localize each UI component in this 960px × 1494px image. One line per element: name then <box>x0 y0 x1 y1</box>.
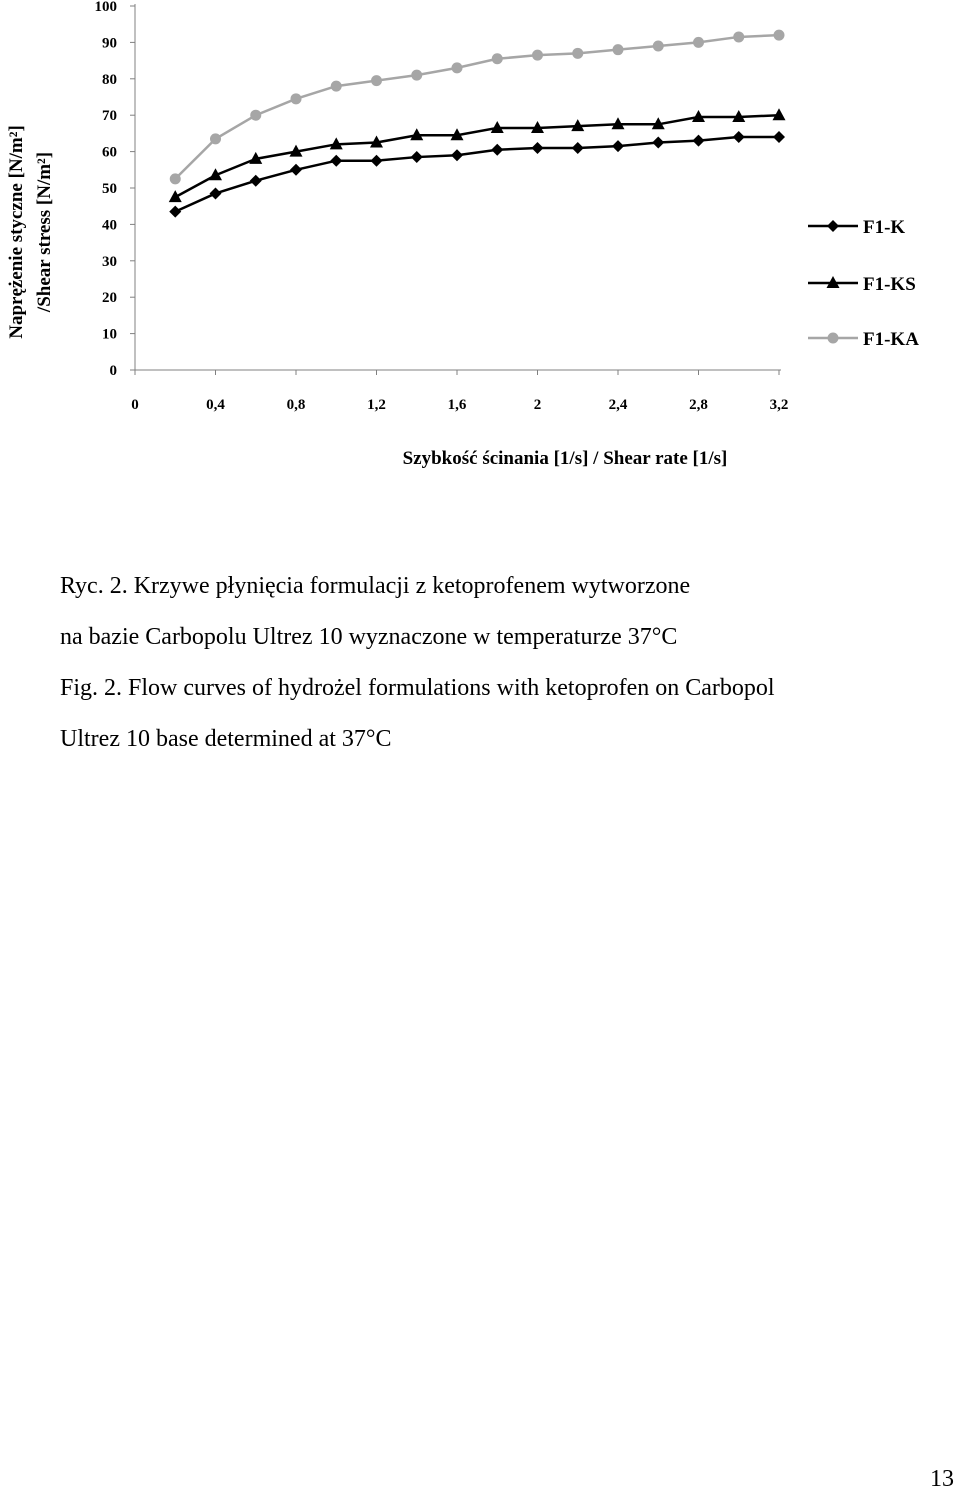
data-point-f1-k <box>612 140 624 152</box>
caption-english-line2: Ultrez 10 base determined at 37°C <box>60 726 392 752</box>
data-point-f1-ka <box>532 50 543 61</box>
data-point-f1-ks <box>169 190 182 202</box>
x-axis-title: Szybkość ścinania [1/s] / Shear rate [1/s] <box>402 448 728 469</box>
y-tick-label: 100 <box>94 0 117 15</box>
data-point-f1-ka <box>371 75 382 86</box>
data-point-f1-ka <box>331 81 342 92</box>
x-tick-label: 3,2 <box>769 397 789 413</box>
data-point-f1-ka <box>492 53 503 64</box>
legend-label-f1-k: F1-K <box>863 217 906 238</box>
page-number: 13 <box>930 1466 954 1492</box>
data-point-f1-ka <box>411 70 422 81</box>
legend-label-f1-ka: F1-KA <box>863 329 919 350</box>
data-point-f1-ka <box>653 41 664 52</box>
data-point-f1-ka <box>733 31 744 42</box>
y-tick-label: 80 <box>102 71 117 88</box>
series-f1-ks <box>169 108 786 202</box>
x-tick-label: 2,4 <box>608 397 628 413</box>
x-tick-label: 0,4 <box>206 397 225 413</box>
data-point-f1-k <box>371 155 383 167</box>
data-point-f1-ka <box>250 110 261 121</box>
y-axis-title-line1: Naprężenie styczne [N/m²] <box>6 125 27 339</box>
flow-curve-chart <box>0 0 960 480</box>
series-line-f1-ks <box>175 115 779 197</box>
y-tick-label: 90 <box>102 35 117 52</box>
x-tick-label: 0 <box>131 397 139 413</box>
data-point-f1-ka <box>693 37 704 48</box>
legend-item-f1-ks <box>808 274 916 295</box>
y-tick-label: 10 <box>102 326 117 343</box>
y-tick-label: 40 <box>102 217 117 234</box>
data-point-f1-ka <box>291 93 302 104</box>
caption-english-line1: Fig. 2. Flow curves of hydrożel formulations with ketoprofen on Carbopol <box>60 675 775 701</box>
y-tick-label: 0 <box>109 363 117 379</box>
caption-polish-line2: na bazie Carbopolu Ultrez 10 wyznaczone w temperaturze 37°C <box>60 624 678 650</box>
data-point-f1-k <box>733 131 745 143</box>
y-tick-label: 50 <box>102 181 117 197</box>
caption-polish-line1: Ryc. 2. Krzywe płynięcia formulacji z ketoprofenem wytworzone <box>60 573 691 599</box>
data-point-f1-k <box>169 206 181 218</box>
x-tick-label: 1,2 <box>367 397 386 413</box>
chart-series <box>169 30 786 218</box>
x-tick-label: 0,8 <box>286 397 306 413</box>
data-point-f1-k <box>572 142 584 154</box>
data-point-f1-ka <box>452 62 463 73</box>
chart-tick-labels <box>95 0 789 413</box>
y-tick-label: 60 <box>102 144 117 161</box>
data-point-f1-k <box>250 175 262 187</box>
x-tick-label: 2,8 <box>689 397 708 413</box>
data-point-f1-k <box>451 149 463 161</box>
y-axis-title-line2: /Shear stress [N/m²] <box>34 151 55 313</box>
chart-legend <box>808 217 919 350</box>
data-point-f1-k <box>290 164 302 176</box>
y-tick-label: 30 <box>102 253 117 270</box>
x-tick-label: 2 <box>533 397 542 413</box>
legend-marker-f1-ka <box>828 333 839 344</box>
data-point-f1-k <box>532 142 544 154</box>
legend-marker-f1-k <box>827 220 839 232</box>
series-line-f1-k <box>175 137 779 212</box>
series-f1-k <box>169 131 785 218</box>
data-point-f1-k <box>773 131 785 143</box>
data-point-f1-k <box>330 155 342 167</box>
data-point-f1-ka <box>613 44 624 55</box>
y-tick-label: 70 <box>102 108 117 125</box>
data-point-f1-ka <box>774 30 785 41</box>
x-tick-label: 1,6 <box>447 397 467 413</box>
data-point-f1-ka <box>210 133 221 144</box>
data-point-f1-k <box>210 187 222 199</box>
data-point-f1-ka <box>170 173 181 184</box>
data-point-f1-k <box>411 151 423 163</box>
legend-item-f1-k <box>808 217 905 238</box>
legend-item-f1-ka <box>808 329 919 350</box>
legend-label-f1-ks: F1-KS <box>863 274 916 295</box>
data-point-f1-k <box>491 144 503 156</box>
data-point-f1-k <box>652 137 664 149</box>
series-f1-ka <box>170 30 785 185</box>
data-point-f1-k <box>693 135 705 147</box>
data-point-f1-ka <box>572 48 583 59</box>
y-tick-label: 20 <box>102 290 117 307</box>
